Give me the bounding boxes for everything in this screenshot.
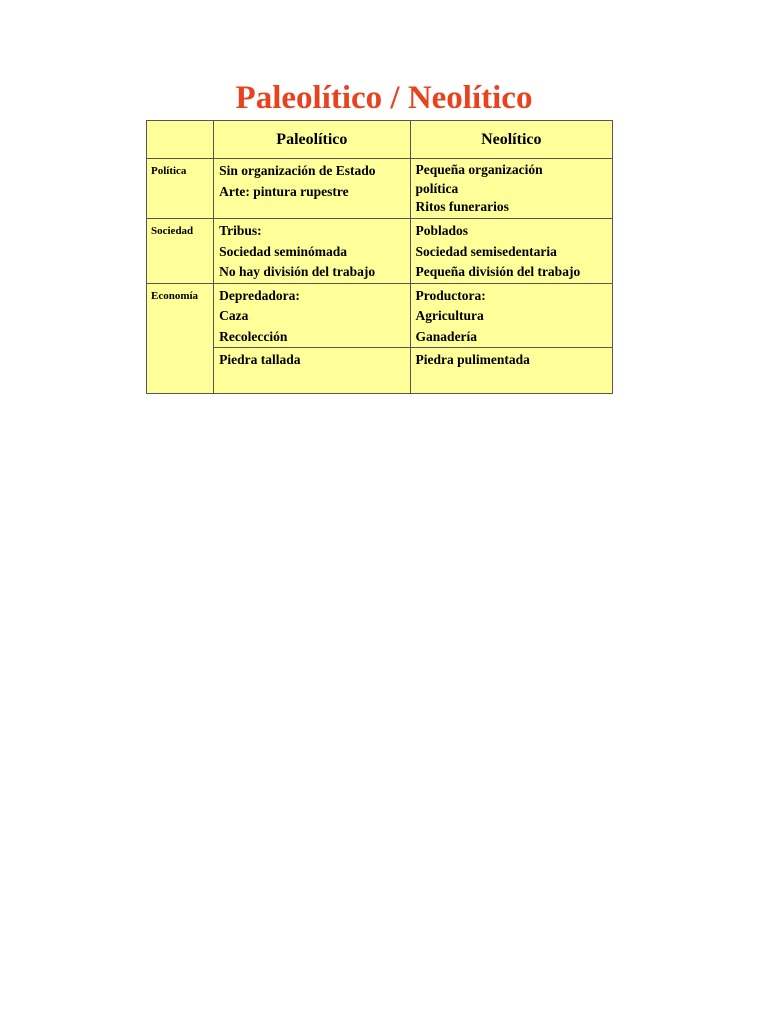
cell-line: Agricultura bbox=[415, 308, 484, 323]
cell-line: Depredadora: bbox=[219, 287, 300, 303]
cell-line: Ritos funerarios bbox=[415, 199, 509, 214]
cell-line: política bbox=[415, 180, 459, 196]
cell-sociedad-neolitico bbox=[410, 219, 612, 284]
cell-politica-neolitico bbox=[410, 159, 612, 219]
cell-piedra-neolitico bbox=[410, 348, 612, 394]
header-empty-cell bbox=[147, 121, 214, 159]
cell-line: Caza bbox=[219, 308, 249, 323]
cell-line: Ganadería bbox=[415, 328, 478, 344]
page-title: Paleolítico / Neolítico bbox=[235, 80, 533, 116]
cell-line: Productora: bbox=[415, 287, 486, 303]
header-paleolitico: Paleolítico bbox=[214, 121, 410, 159]
cell-line: Piedra pulimentada bbox=[415, 352, 530, 367]
cell-economia-paleolitico bbox=[214, 283, 410, 348]
cell-line: Sociedad semisedentaria bbox=[415, 243, 557, 259]
row-label-sociedad: Sociedad bbox=[147, 219, 214, 284]
cell-line: No hay división del trabajo bbox=[219, 264, 376, 279]
table-row bbox=[147, 283, 613, 348]
cell-piedra-paleolitico bbox=[214, 348, 410, 394]
cell-line: Poblados bbox=[415, 223, 469, 238]
row-label-politica: Política bbox=[147, 159, 214, 219]
header-neolitico: Neolítico bbox=[410, 121, 612, 159]
cell-line: Piedra tallada bbox=[219, 352, 301, 367]
table-row bbox=[147, 348, 613, 394]
cell-line: Recolección bbox=[219, 328, 288, 344]
table-header-row bbox=[147, 121, 613, 159]
table-row bbox=[147, 159, 613, 219]
cell-line: Arte: pintura rupestre bbox=[219, 183, 349, 199]
cell-economia-neolitico bbox=[410, 283, 612, 348]
cell-sociedad-paleolitico bbox=[214, 219, 410, 284]
cell-line: Pequeña división del trabajo bbox=[415, 264, 581, 279]
cell-line: Pequeña organización bbox=[415, 162, 543, 177]
row-label-economia: Economía bbox=[147, 283, 214, 394]
cell-line: Tribus: bbox=[219, 223, 262, 238]
cell-line: Sociedad seminómada bbox=[219, 243, 348, 259]
cell-politica-paleolitico bbox=[214, 159, 410, 219]
comparison-table bbox=[146, 120, 613, 394]
table-row bbox=[147, 219, 613, 284]
cell-line: Sin organización de Estado bbox=[219, 163, 376, 178]
